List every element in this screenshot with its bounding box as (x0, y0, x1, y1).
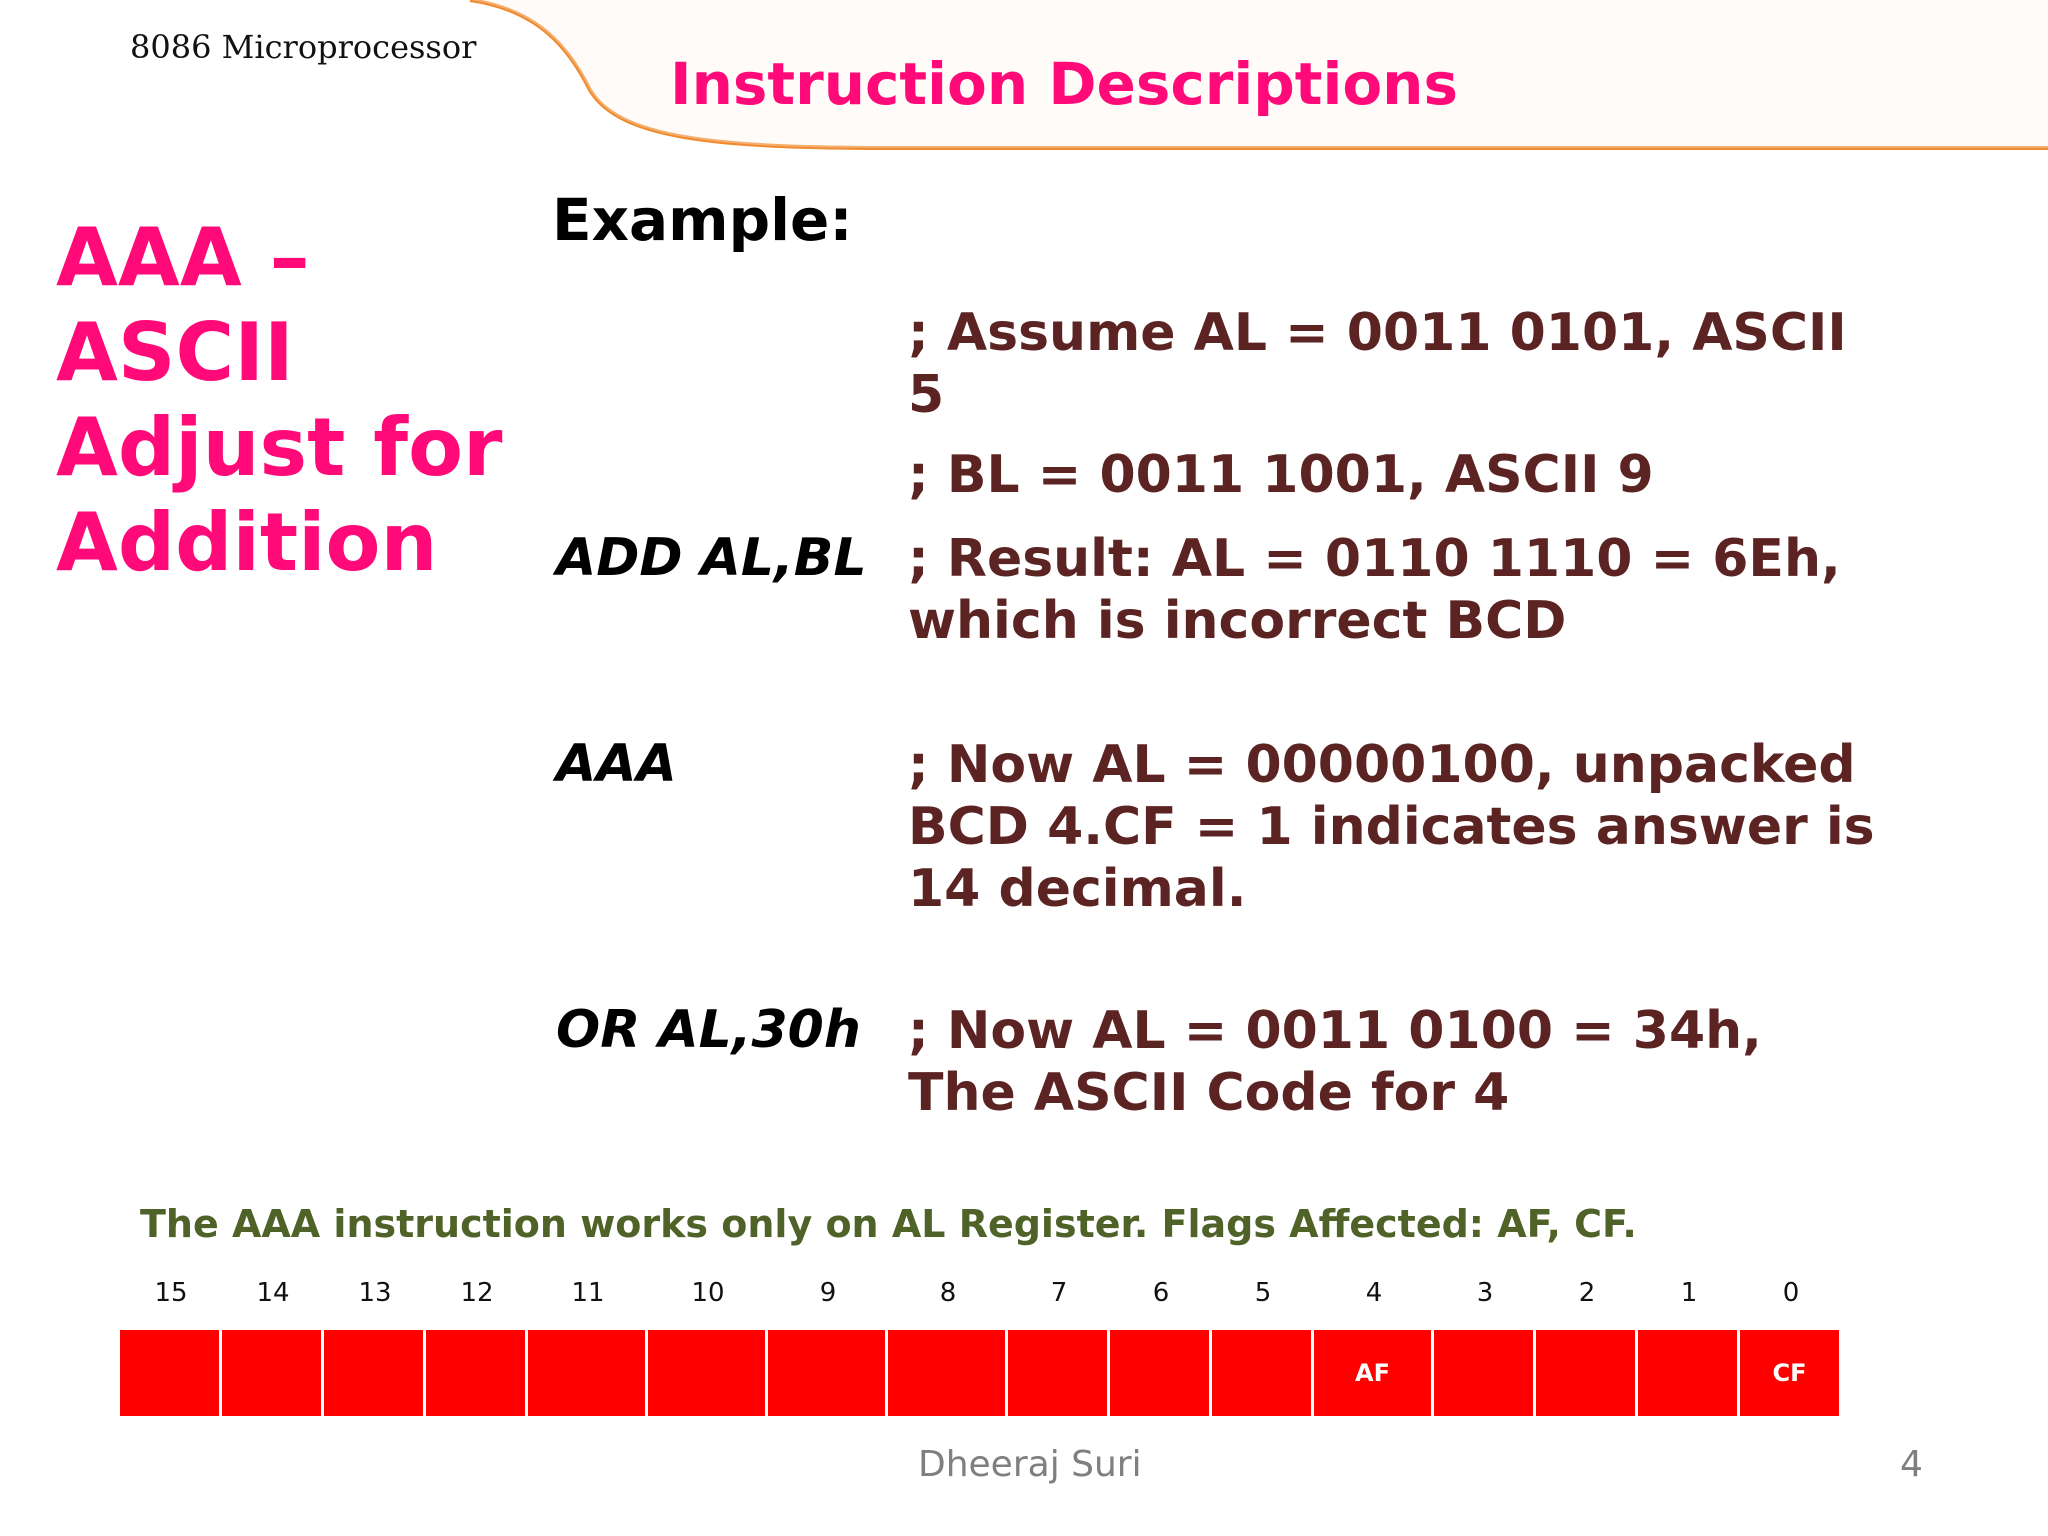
comment-assume-al (908, 302, 1908, 426)
register-bit-cell (426, 1330, 525, 1416)
instruction-or: OR AL,30h (556, 1000, 861, 1060)
register-bit-cell (222, 1330, 321, 1416)
flag-register (120, 1330, 1876, 1416)
bit-number: 9 (819, 1278, 837, 1308)
bit-number: 4 (1365, 1278, 1383, 1308)
register-bit-cell (888, 1330, 1005, 1416)
register-bit-cell: CF (1740, 1330, 1839, 1416)
heading-line: Addition (56, 496, 438, 589)
comment-line: ; BL = 0011 1001, ASCII 9 (908, 445, 1654, 505)
instruction-name-heading (56, 210, 536, 590)
comment-line: 14 decimal. (908, 859, 1247, 919)
bit-number: 14 (256, 1278, 290, 1308)
register-bit-cell (528, 1330, 645, 1416)
heading-line: AAA – (56, 211, 310, 304)
footer-author: Dheeraj Suri (918, 1444, 1142, 1485)
register-bit-cell (324, 1330, 423, 1416)
comment-now-al-unpacked (908, 734, 1908, 920)
bit-number: 2 (1578, 1278, 1596, 1308)
register-bit-cell (1110, 1330, 1209, 1416)
flags-note: The AAA instruction works only on AL Register. Flags Affected: AF, CF. (140, 1202, 1637, 1246)
bit-number: 5 (1254, 1278, 1272, 1308)
bit-number: 7 (1050, 1278, 1068, 1308)
register-bit-cell: AF (1314, 1330, 1431, 1416)
register-bit-cell (120, 1330, 219, 1416)
comment-bl (908, 444, 1908, 506)
bit-number: 1 (1680, 1278, 1698, 1308)
register-bit-cell (1638, 1330, 1737, 1416)
register-bit-cell (768, 1330, 885, 1416)
register-bit-cell (1434, 1330, 1533, 1416)
comment-line: ; Now AL = 0011 0100 = 34h, (908, 1001, 1762, 1061)
comment-line: BCD 4.CF = 1 indicates answer is (908, 797, 1875, 857)
bit-number: 13 (358, 1278, 392, 1308)
bit-number: 8 (939, 1278, 957, 1308)
bit-number: 11 (571, 1278, 605, 1308)
comment-ascii-code (908, 1000, 1908, 1124)
brand-label: 8086 Microprocessor (130, 28, 477, 66)
page-number: 4 (1900, 1444, 1923, 1485)
comment-line: ; Now AL = 00000100, unpacked (908, 735, 1856, 795)
bit-number: 0 (1782, 1278, 1800, 1308)
bit-number: 15 (154, 1278, 188, 1308)
bit-number-row (120, 1278, 1876, 1318)
heading-line: ASCII (56, 306, 294, 399)
comment-line: which is incorrect BCD (908, 591, 1567, 651)
bit-number: 10 (691, 1278, 725, 1308)
comment-line: ; Assume AL = 0011 0101, ASCII (908, 303, 1847, 363)
instruction-add: ADD AL,BL (556, 528, 867, 588)
bit-number: 12 (460, 1278, 494, 1308)
register-bit-cell (1008, 1330, 1107, 1416)
bit-number: 3 (1476, 1278, 1494, 1308)
register-bit-cell (648, 1330, 765, 1416)
comment-line: ; Result: AL = 0110 1110 = 6Eh, (908, 529, 1841, 589)
register-bit-cell (1536, 1330, 1635, 1416)
slide-title: Instruction Descriptions (670, 50, 1458, 118)
example-label: Example: (552, 186, 853, 254)
instruction-aaa: AAA (556, 734, 677, 794)
comment-line: The ASCII Code for 4 (908, 1063, 1510, 1123)
comment-line: 5 (908, 365, 945, 425)
bit-number: 6 (1152, 1278, 1170, 1308)
register-bit-cell (1212, 1330, 1311, 1416)
comment-result (908, 528, 1908, 652)
heading-line: Adjust for (56, 401, 503, 494)
